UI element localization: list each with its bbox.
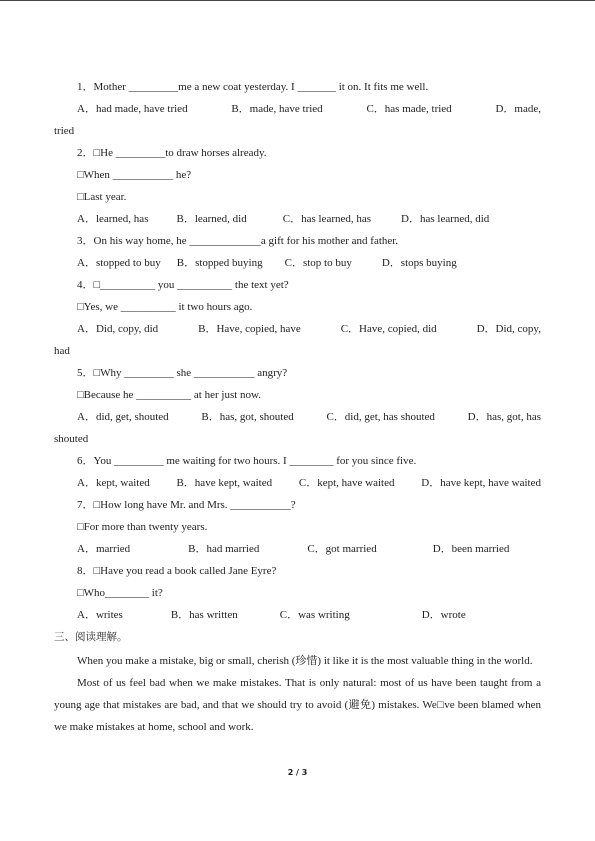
option-d: D．made, [495,103,541,115]
option-d: D．wrote [421,609,466,621]
option-c: C．was writing [279,609,350,621]
question-5-options-tail: shouted [54,433,89,445]
question-2-dialog-b: □Last year. [77,191,127,203]
question-2-dialog-a: □When ___________ he? [77,169,192,181]
question-7-options [54,540,541,562]
option-b: B．made, have tried [231,103,323,115]
option-a: A．married [77,543,131,555]
question-6-options [54,474,541,496]
page-number: 2 / 3 [287,768,308,777]
question-4-dialog-a: □Yes, we __________ it two hours ago. [77,301,253,313]
option-b: B．has, got, shouted [201,411,294,423]
question-5-dialog-a: □Because he __________ at her just now. [77,389,262,401]
question-4-options [54,320,541,342]
option-c: C．did, get, has shouted [326,411,435,423]
option-a: A．kept, waited [77,477,150,489]
question-2-options [54,210,541,232]
option-d: D．have kept, have waited [421,477,541,489]
top-border [0,0,595,1]
question-8-dialog-a: □Who________ it? [77,587,163,599]
document-page [54,78,541,738]
option-c: C．has made, tried [366,103,452,115]
option-b: B．learned, did [176,213,247,225]
option-a: A．stopped to buy [77,257,161,269]
question-8: 8．□Have you read a book called Jane Eyre? [77,565,277,577]
question-5: 5．□Why _________ she ___________ angry? [77,367,288,379]
option-c: C．Have, copied, did [340,323,437,335]
option-b: B．Have, copied, have [198,323,301,335]
reading-paragraph-2: Most of us feel bad when we make mistakes. That is only natural: most of us have been taught from a young age that mistakes are bad, and that we should try to avoid (避免) mistakes. We□ve been blamed when we make mistakes at home, school and work. [54,677,541,733]
option-d: D．stops buying [381,257,457,269]
question-4-options-tail: had [54,345,70,357]
option-c: C．kept, have waited [298,477,395,489]
question-3: 3．On his way home, he _____________a gift for his mother and father. [77,235,399,247]
question-8-options [54,606,541,628]
option-c: C．has learned, has [282,213,372,225]
option-b: B．has written [170,609,238,621]
option-a: A．had made, have tried [77,103,188,115]
question-5-options [54,408,541,430]
reading-paragraph-1: When you make a mistake, big or small, cherish (珍惜) it like it is the most valuable thing in the world. [77,655,533,667]
option-b: B．have kept, waited [176,477,273,489]
question-2: 2．□He _________to draw horses already. [77,147,267,159]
question-6: 6．You _________ me waiting for two hours. I ________ for you since five. [77,455,417,467]
question-4: 4．□__________ you __________ the text yet? [77,279,289,291]
question-1: 1．Mother _________me a new coat yesterday. I _______ it on. It fits me well. [77,81,429,93]
option-d: D．has learned, did [401,213,490,225]
question-7: 7．□How long have Mr. and Mrs. ___________? [77,499,296,511]
question-1-options [54,100,541,122]
option-d: D．has, got, has [467,411,541,423]
section-heading: 三、阅读理解。 [54,631,128,643]
option-a: A．writes [77,609,123,621]
option-b: B．had married [188,543,260,555]
option-b: B．stopped buying [176,257,263,269]
option-a: A．did, get, shouted [77,411,169,423]
option-a: A．Did, copy, did [77,323,159,335]
question-1-options-tail: tried [54,125,75,137]
option-d: D．been married [432,543,510,555]
option-c: C．got married [307,543,377,555]
question-3-options [54,254,541,276]
option-c: C．stop to buy [284,257,352,269]
option-a: A．learned, has [77,213,149,225]
question-7-dialog-a: □For more than twenty years. [77,521,208,533]
option-d: D．Did, copy, [476,323,541,335]
